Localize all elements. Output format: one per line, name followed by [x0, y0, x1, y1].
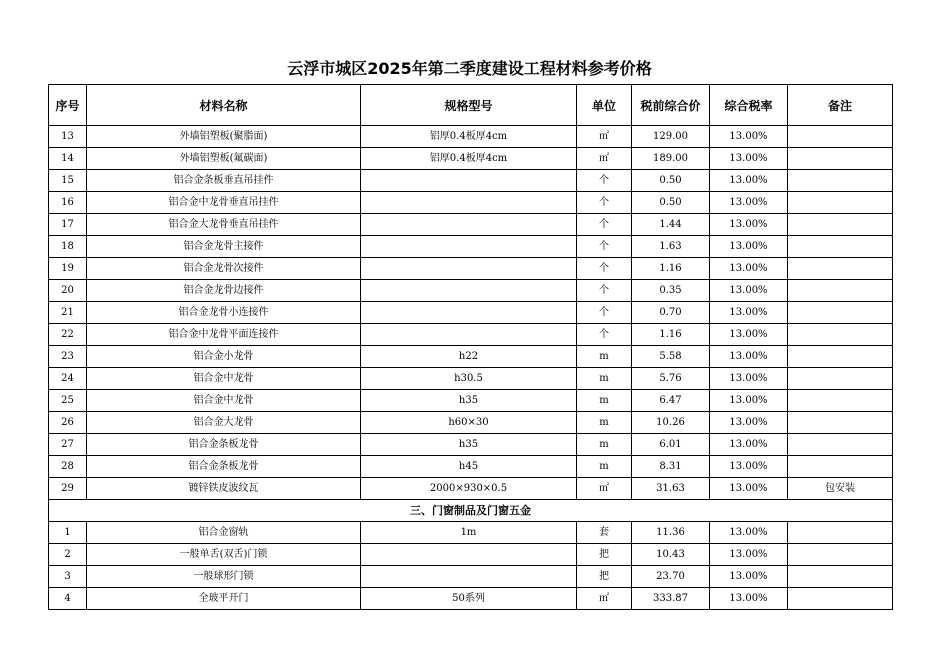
cell-spec: h35 [361, 390, 577, 412]
cell-note [788, 588, 893, 610]
cell-price: 0.35 [632, 280, 710, 302]
cell-name: 一般单舌(双舌)门锁 [87, 544, 361, 566]
cell-tax: 13.00% [710, 368, 788, 390]
cell-seq: 13 [49, 126, 87, 148]
cell-seq: 2 [49, 544, 87, 566]
cell-seq: 29 [49, 478, 87, 500]
header-seq: 序号 [49, 85, 87, 126]
cell-note [788, 368, 893, 390]
table-row [49, 544, 893, 566]
cell-spec [361, 544, 577, 566]
header-price: 税前综合价 [632, 85, 710, 126]
cell-price: 10.43 [632, 544, 710, 566]
cell-name: 铝合金条板垂直吊挂件 [87, 170, 361, 192]
cell-tax: 13.00% [710, 302, 788, 324]
cell-seq: 16 [49, 192, 87, 214]
cell-tax: 13.00% [710, 478, 788, 500]
cell-unit: ㎡ [577, 126, 632, 148]
cell-name: 铝合金中龙骨平面连接件 [87, 324, 361, 346]
cell-unit: 个 [577, 324, 632, 346]
cell-tax: 13.00% [710, 280, 788, 302]
cell-tax: 13.00% [710, 236, 788, 258]
cell-price: 0.50 [632, 192, 710, 214]
section-title: 三、门窗制品及门窗五金 [49, 500, 893, 522]
cell-seq: 21 [49, 302, 87, 324]
table-row [49, 324, 893, 346]
cell-unit: m [577, 368, 632, 390]
table-row [49, 478, 893, 500]
cell-seq: 19 [49, 258, 87, 280]
section-row [49, 500, 893, 522]
cell-name: 铝合金小龙骨 [87, 346, 361, 368]
cell-price: 333.87 [632, 588, 710, 610]
cell-note [788, 456, 893, 478]
cell-seq: 20 [49, 280, 87, 302]
cell-tax: 13.00% [710, 544, 788, 566]
cell-tax: 13.00% [710, 566, 788, 588]
table-row [49, 434, 893, 456]
cell-name: 铝合金窗轨 [87, 522, 361, 544]
cell-unit: 个 [577, 280, 632, 302]
cell-note [788, 522, 893, 544]
cell-unit: 个 [577, 214, 632, 236]
cell-name: 外墙铝塑板(氟碳面) [87, 148, 361, 170]
cell-spec [361, 280, 577, 302]
cell-spec [361, 324, 577, 346]
cell-seq: 28 [49, 456, 87, 478]
cell-name: 铝合金龙骨次接件 [87, 258, 361, 280]
table-row [49, 566, 893, 588]
cell-note [788, 126, 893, 148]
page-title: 云浮市城区2025年第二季度建设工程材料参考价格 [287, 59, 652, 78]
table-row [49, 522, 893, 544]
cell-spec [361, 258, 577, 280]
cell-note [788, 192, 893, 214]
cell-unit: 个 [577, 258, 632, 280]
cell-note [788, 346, 893, 368]
cell-tax: 13.00% [710, 126, 788, 148]
cell-note [788, 434, 893, 456]
table-row [49, 170, 893, 192]
cell-price: 1.63 [632, 236, 710, 258]
cell-name: 铝合金龙骨边接件 [87, 280, 361, 302]
cell-seq: 27 [49, 434, 87, 456]
cell-seq: 23 [49, 346, 87, 368]
cell-spec: h35 [361, 434, 577, 456]
table-row [49, 214, 893, 236]
cell-price: 0.50 [632, 170, 710, 192]
cell-seq: 25 [49, 390, 87, 412]
cell-unit: m [577, 412, 632, 434]
cell-price: 129.00 [632, 126, 710, 148]
table-row [49, 368, 893, 390]
cell-price: 11.36 [632, 522, 710, 544]
cell-unit: m [577, 390, 632, 412]
cell-name: 镀锌铁皮波纹瓦 [87, 478, 361, 500]
cell-note [788, 412, 893, 434]
table-row [49, 302, 893, 324]
cell-note [788, 324, 893, 346]
cell-name: 铝合金中龙骨 [87, 390, 361, 412]
table-row [49, 258, 893, 280]
cell-name: 铝合金中龙骨垂直吊挂件 [87, 192, 361, 214]
header-spec: 规格型号 [361, 85, 577, 126]
cell-tax: 13.00% [710, 588, 788, 610]
cell-spec: 2000×930×0.5 [361, 478, 577, 500]
cell-note [788, 280, 893, 302]
cell-name: 铝合金龙骨小连接件 [87, 302, 361, 324]
cell-spec [361, 566, 577, 588]
cell-name: 铝合金大龙骨 [87, 412, 361, 434]
header-row [49, 85, 893, 126]
cell-name: 铝合金条板龙骨 [87, 456, 361, 478]
cell-note [788, 214, 893, 236]
table-row [49, 456, 893, 478]
table-row [49, 126, 893, 148]
cell-price: 1.16 [632, 258, 710, 280]
cell-spec: h45 [361, 456, 577, 478]
cell-unit: 个 [577, 192, 632, 214]
cell-unit: 把 [577, 566, 632, 588]
cell-tax: 13.00% [710, 214, 788, 236]
cell-note [788, 390, 893, 412]
cell-seq: 3 [49, 566, 87, 588]
cell-unit: 把 [577, 544, 632, 566]
cell-price: 1.44 [632, 214, 710, 236]
cell-name: 铝合金条板龙骨 [87, 434, 361, 456]
cell-price: 189.00 [632, 148, 710, 170]
cell-tax: 13.00% [710, 258, 788, 280]
cell-spec [361, 236, 577, 258]
header-name: 材料名称 [87, 85, 361, 126]
table-row [49, 148, 893, 170]
cell-spec: h60×30 [361, 412, 577, 434]
cell-seq: 18 [49, 236, 87, 258]
cell-price: 8.31 [632, 456, 710, 478]
cell-note [788, 258, 893, 280]
table-row [49, 588, 893, 610]
cell-seq: 17 [49, 214, 87, 236]
cell-unit: ㎡ [577, 478, 632, 500]
table-row [49, 192, 893, 214]
cell-spec: 1m [361, 522, 577, 544]
cell-price: 31.63 [632, 478, 710, 500]
cell-name: 铝合金龙骨主接件 [87, 236, 361, 258]
cell-spec [361, 302, 577, 324]
cell-name: 一般球形门锁 [87, 566, 361, 588]
table-row [49, 236, 893, 258]
cell-tax: 13.00% [710, 170, 788, 192]
cell-price: 1.16 [632, 324, 710, 346]
cell-price: 23.70 [632, 566, 710, 588]
cell-name: 铝合金中龙骨 [87, 368, 361, 390]
cell-unit: m [577, 434, 632, 456]
header-tax: 综合税率 [710, 85, 788, 126]
cell-spec: h22 [361, 346, 577, 368]
cell-unit: 个 [577, 170, 632, 192]
cell-seq: 22 [49, 324, 87, 346]
cell-seq: 14 [49, 148, 87, 170]
cell-unit: ㎡ [577, 588, 632, 610]
cell-note [788, 544, 893, 566]
cell-unit: 个 [577, 236, 632, 258]
table-row [49, 412, 893, 434]
cell-tax: 13.00% [710, 456, 788, 478]
cell-note [788, 566, 893, 588]
table-row [49, 390, 893, 412]
cell-seq: 24 [49, 368, 87, 390]
cell-spec [361, 170, 577, 192]
cell-note [788, 148, 893, 170]
cell-spec [361, 214, 577, 236]
cell-note [788, 170, 893, 192]
cell-tax: 13.00% [710, 192, 788, 214]
header-note: 备注 [788, 85, 893, 126]
cell-price: 5.76 [632, 368, 710, 390]
cell-unit: ㎡ [577, 148, 632, 170]
price-table [48, 84, 893, 610]
cell-spec [361, 192, 577, 214]
cell-price: 6.47 [632, 390, 710, 412]
cell-tax: 13.00% [710, 346, 788, 368]
cell-note: 包安装 [788, 478, 893, 500]
cell-seq: 26 [49, 412, 87, 434]
table-row [49, 280, 893, 302]
table-row [49, 346, 893, 368]
cell-name: 外墙铝塑板(聚脂面) [87, 126, 361, 148]
cell-unit: 个 [577, 302, 632, 324]
cell-spec: 铝厚0.4板厚4cm [361, 126, 577, 148]
cell-seq: 15 [49, 170, 87, 192]
cell-price: 10.26 [632, 412, 710, 434]
cell-tax: 13.00% [710, 522, 788, 544]
cell-seq: 1 [49, 522, 87, 544]
cell-name: 全玻平开门 [87, 588, 361, 610]
cell-unit: 套 [577, 522, 632, 544]
header-unit: 单位 [577, 85, 632, 126]
cell-price: 6.01 [632, 434, 710, 456]
cell-unit: m [577, 456, 632, 478]
cell-price: 0.70 [632, 302, 710, 324]
cell-unit: m [577, 346, 632, 368]
cell-note [788, 302, 893, 324]
cell-tax: 13.00% [710, 324, 788, 346]
cell-tax: 13.00% [710, 148, 788, 170]
cell-seq: 4 [49, 588, 87, 610]
cell-spec: 50系列 [361, 588, 577, 610]
cell-spec: 铝厚0.4板厚4cm [361, 148, 577, 170]
cell-tax: 13.00% [710, 434, 788, 456]
cell-note [788, 236, 893, 258]
cell-spec: h30.5 [361, 368, 577, 390]
cell-name: 铝合金大龙骨垂直吊挂件 [87, 214, 361, 236]
cell-tax: 13.00% [710, 412, 788, 434]
cell-tax: 13.00% [710, 390, 788, 412]
cell-price: 5.58 [632, 346, 710, 368]
